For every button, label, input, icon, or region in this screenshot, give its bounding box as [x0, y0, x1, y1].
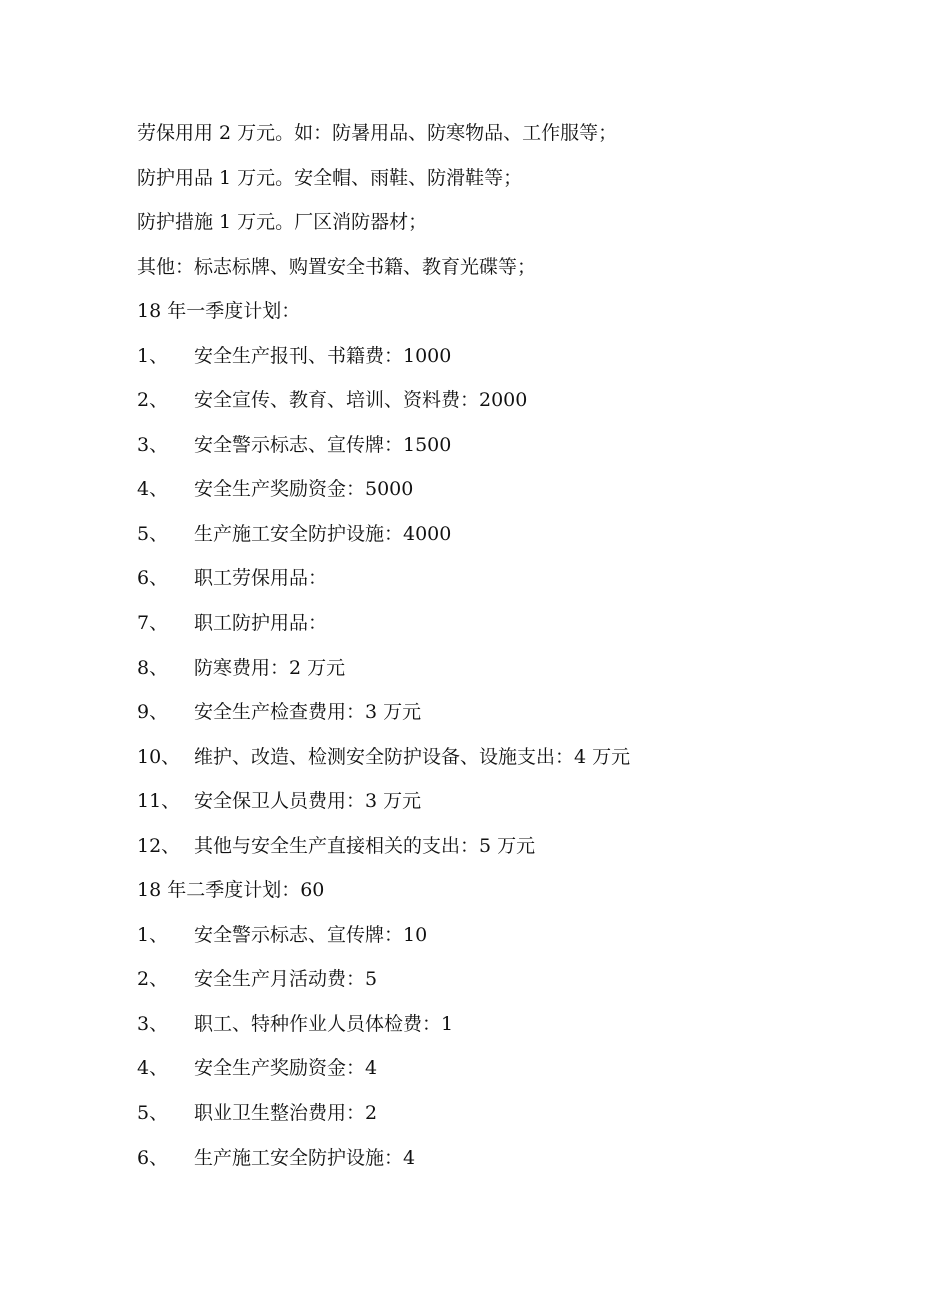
item-number: 3、	[137, 433, 169, 456]
q2-list-item	[137, 1096, 877, 1141]
intro-line: 防护用品 1 万元。安全帽、雨鞋、防滑鞋等；	[137, 166, 523, 189]
q1-list-item	[137, 829, 877, 874]
item-number: 2、	[137, 968, 169, 991]
q1-list-item	[137, 606, 877, 651]
item-number: 3、	[137, 1012, 169, 1035]
item-text: 生产施工安全防护设施：4000	[194, 522, 452, 545]
q1-list-item	[137, 428, 877, 473]
intro-line: 劳保用用 2 万元。如：防暑用品、防寒物品、工作服等；	[137, 122, 618, 144]
item-number: 5、	[137, 1102, 169, 1125]
q1-list-item	[137, 651, 877, 696]
item-number: 2、	[137, 389, 169, 412]
item-number: 12、	[137, 834, 181, 857]
q1-list-item	[137, 339, 877, 384]
item-number: 8、	[137, 656, 169, 679]
q1-list-item	[137, 517, 877, 562]
q2-heading: 18 年二季度计划：60	[137, 879, 325, 902]
item-text: 职工防护用品：	[194, 612, 328, 635]
item-text: 安全生产检查费用：3 万元	[194, 701, 422, 724]
item-text: 维护、改造、检测安全防护设备、设施支出：4 万元	[194, 745, 631, 768]
q2-list-item	[137, 1051, 877, 1096]
q1-list-item	[137, 784, 877, 829]
q1-list-item	[137, 383, 877, 428]
item-text: 防寒费用：2 万元	[194, 656, 346, 679]
item-text: 安全生产奖励资金：4	[194, 1057, 378, 1080]
item-text: 生产施工安全防护设施：4	[194, 1146, 416, 1169]
intro-line: 防护措施 1 万元。厂区消防器材；	[137, 211, 428, 234]
item-text: 职工劳保用品：	[194, 567, 328, 590]
item-text: 安全生产月活动费：5	[194, 968, 378, 991]
item-text: 职工、特种作业人员体检费：1	[194, 1012, 454, 1035]
item-number: 4、	[137, 478, 169, 501]
q1-heading: 18 年一季度计划：	[137, 300, 301, 323]
item-text: 安全警示标志、宣传牌：1500	[194, 433, 452, 456]
q1-list-item	[137, 472, 877, 517]
item-number: 6、	[137, 567, 169, 590]
item-text: 安全生产报刊、书籍费：1000	[194, 344, 452, 367]
item-number: 9、	[137, 701, 169, 724]
item-number: 7、	[137, 612, 169, 635]
item-text: 安全保卫人员费用：3 万元	[194, 790, 422, 813]
item-number: 6、	[137, 1146, 169, 1169]
q2-list-item	[137, 1007, 877, 1052]
q1-list-item	[137, 695, 877, 740]
q1-list-item	[137, 740, 877, 785]
item-number: 1、	[137, 344, 169, 367]
intro-line: 其他：标志标牌、购置安全书籍、教育光碟等；	[137, 255, 537, 278]
item-text: 安全宣传、教育、培训、资料费：2000	[194, 389, 528, 412]
item-text: 安全生产奖励资金：5000	[194, 478, 414, 501]
item-number: 1、	[137, 923, 169, 946]
q2-list-item	[137, 962, 877, 1007]
item-text: 职业卫生整治费用：2	[194, 1102, 378, 1125]
q2-list-item	[137, 1141, 877, 1186]
item-number: 10、	[137, 745, 181, 768]
item-number: 11、	[137, 790, 181, 813]
document-body	[137, 116, 877, 1185]
item-text: 安全警示标志、宣传牌：10	[194, 923, 428, 946]
item-number: 4、	[137, 1057, 169, 1080]
item-text: 其他与安全生产直接相关的支出：5 万元	[194, 834, 536, 857]
item-number: 5、	[137, 522, 169, 545]
q1-list-item	[137, 561, 877, 606]
q2-list-item	[137, 918, 877, 963]
